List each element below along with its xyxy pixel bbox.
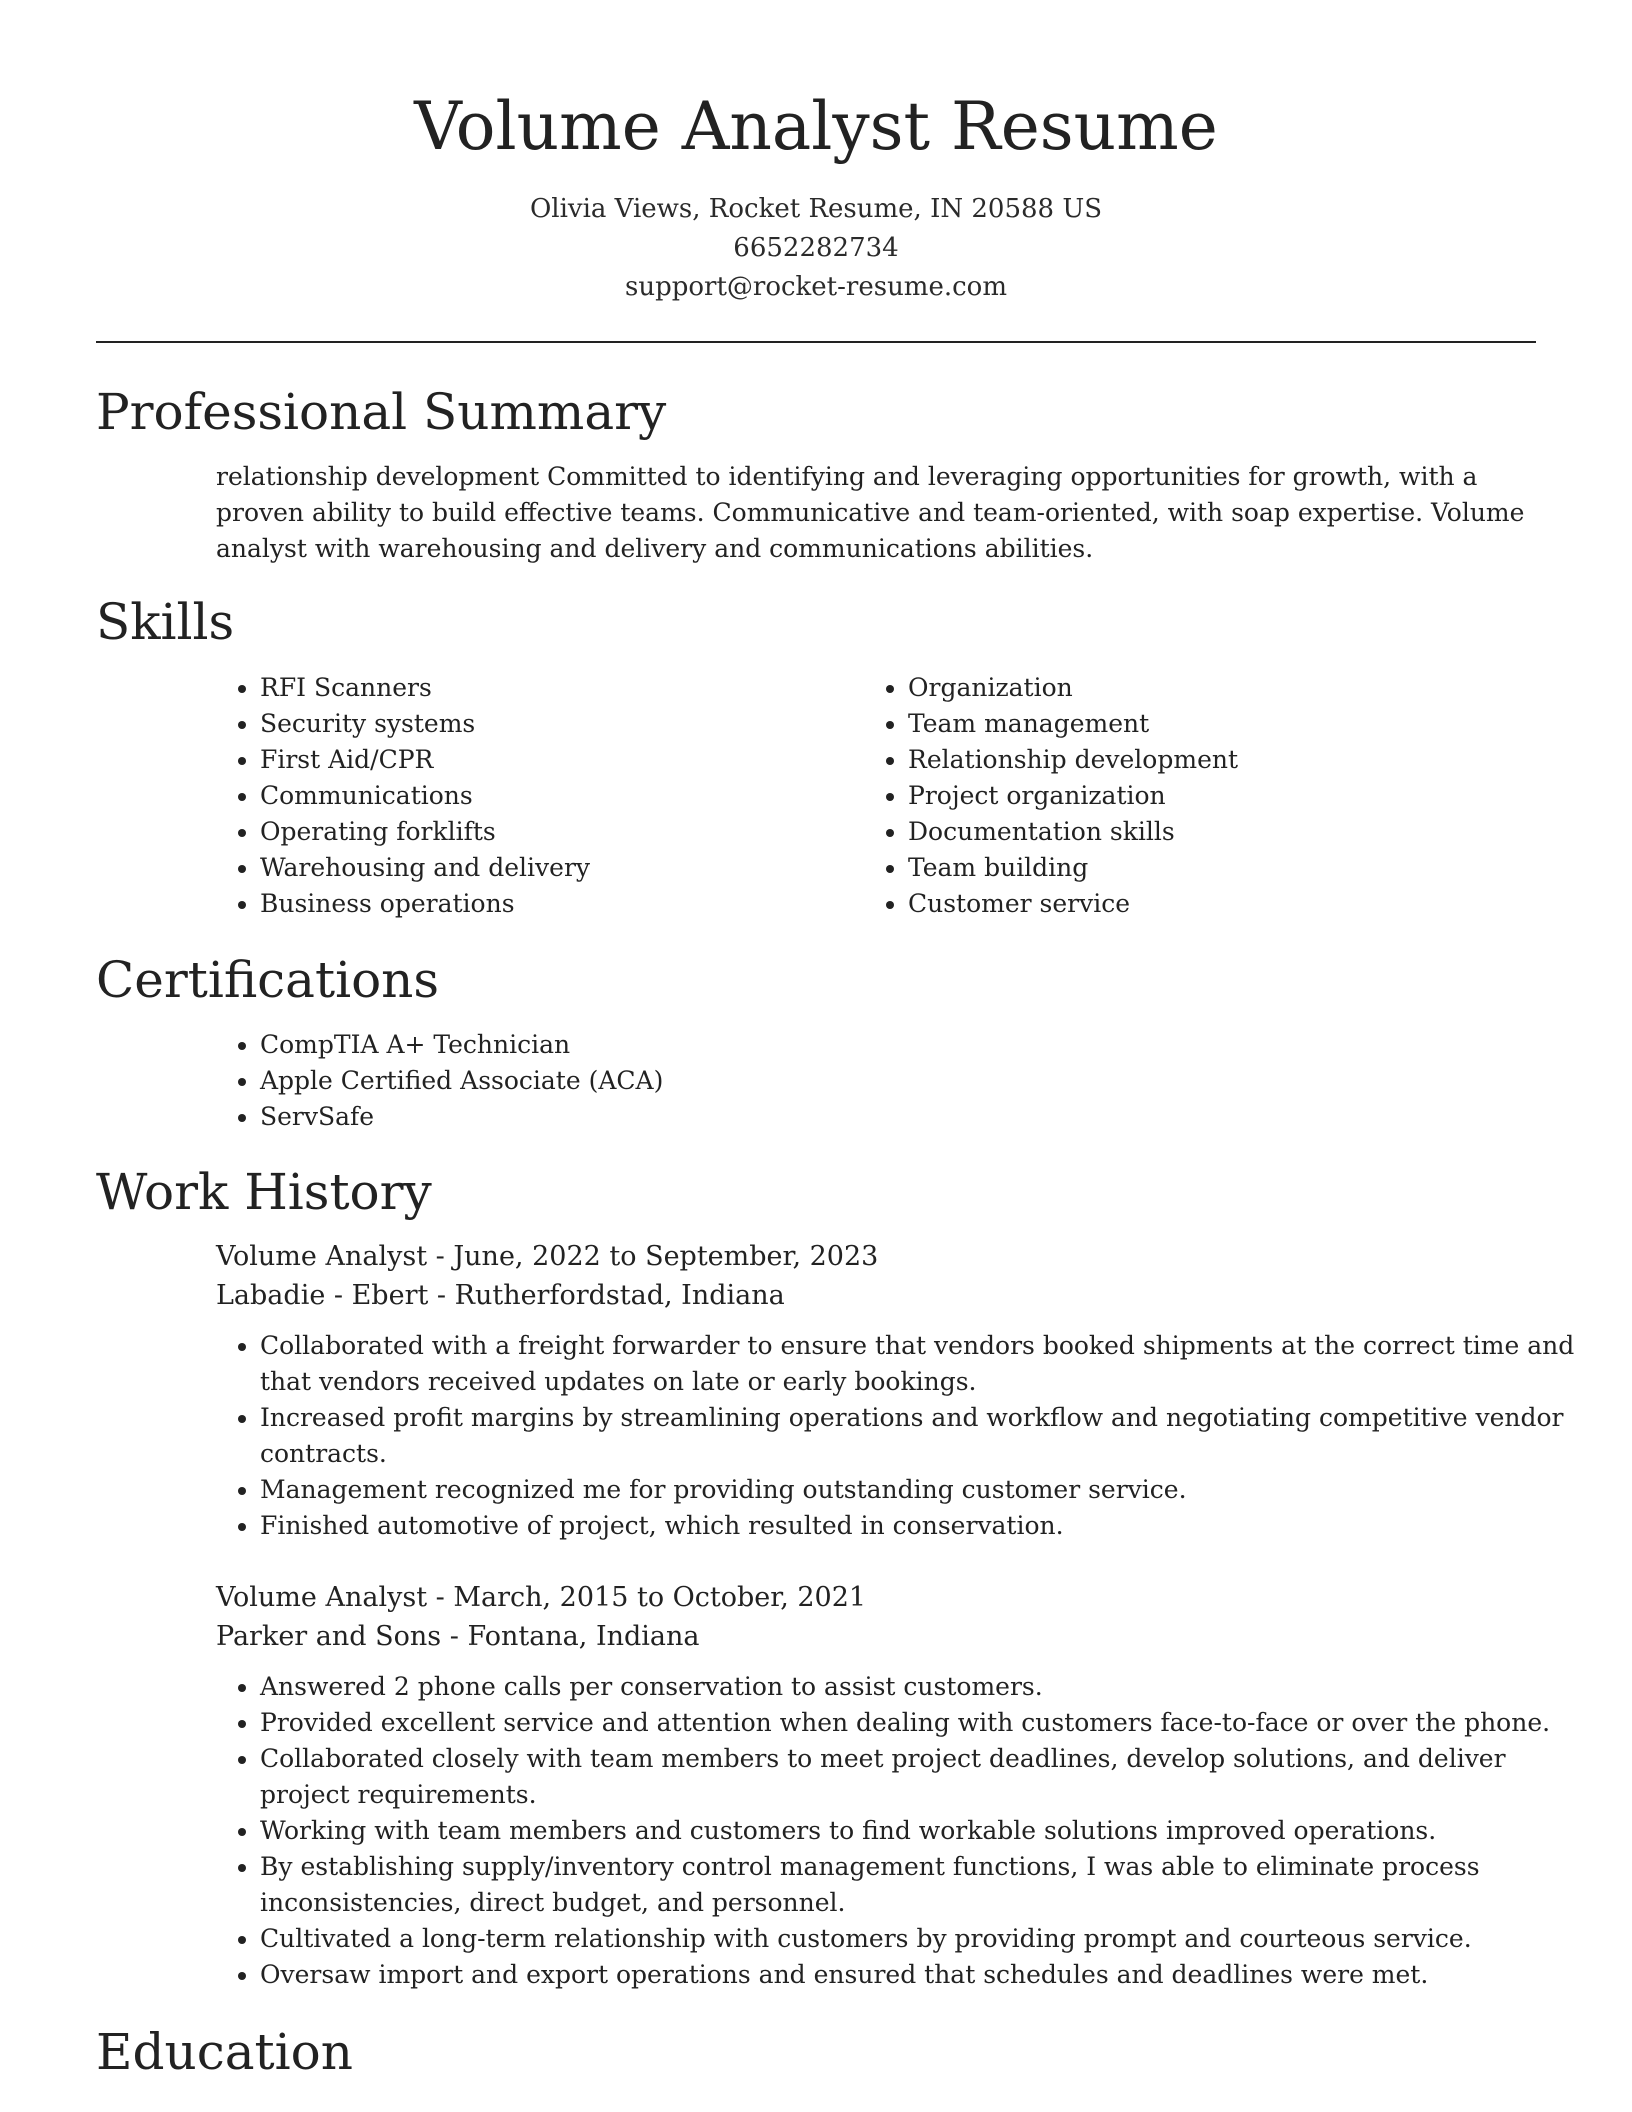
skill-item: • Customer service bbox=[908, 886, 1468, 922]
skill-item: • Organization bbox=[908, 670, 1468, 706]
section-heading-certifications: Certifications bbox=[96, 951, 440, 1009]
section-heading-summary: Professional Summary bbox=[96, 383, 667, 441]
skill-item: • Operating forklifts bbox=[260, 814, 820, 850]
job-dates: March, 2015 to October, 2021 bbox=[453, 1582, 867, 1613]
job-header bbox=[216, 1237, 1536, 1315]
job-title: Volume Analyst bbox=[216, 1582, 428, 1613]
job-header bbox=[216, 1578, 1536, 1656]
certification-item: • Apple Certified Associate (ACA) bbox=[260, 1063, 1580, 1099]
job-bullet: • Provided excellent service and attention when dealing with customers face-to-face or over the phone. bbox=[260, 1705, 1580, 1741]
job-company-separator: - bbox=[441, 1621, 468, 1652]
job-company-line bbox=[216, 1276, 1536, 1315]
job-title-separator: - bbox=[427, 1582, 454, 1613]
job-bullet: • Answered 2 phone calls per conservation to assist customers. bbox=[260, 1669, 1580, 1705]
job-company: Parker and Sons bbox=[216, 1621, 442, 1652]
contact-info bbox=[0, 190, 1632, 307]
resume-title: Volume Analyst Resume bbox=[414, 88, 1218, 165]
job-title-line bbox=[216, 1578, 1536, 1617]
job-bullet: • Management recognized me for providing outstanding customer service. bbox=[260, 1472, 1580, 1508]
job-bullet: • By establishing supply/inventory control management functions, I was able to eliminate process inconsistencies, direct budget, and personnel. bbox=[260, 1849, 1580, 1921]
job-bullet: • Increased profit margins by streamlining operations and workflow and negotiating competitive vendor contracts. bbox=[260, 1400, 1580, 1472]
skills-list-left bbox=[216, 670, 820, 922]
skill-item: • Relationship development bbox=[908, 742, 1468, 778]
job-bullets bbox=[216, 1328, 1580, 1544]
skill-item: • Communications bbox=[260, 778, 820, 814]
job-title-separator: - bbox=[427, 1241, 454, 1272]
job-bullets bbox=[216, 1669, 1580, 1993]
contact-email[interactable]: support@rocket-resume.com bbox=[624, 272, 1007, 302]
job-title: Volume Analyst bbox=[216, 1241, 428, 1272]
contact-address: Olivia Views, Rocket Resume, IN 20588 US bbox=[529, 194, 1103, 224]
skills-list-right bbox=[864, 670, 1468, 922]
job-bullet: • Oversaw import and export operations and ensured that schedules and deadlines were met. bbox=[260, 1957, 1580, 1993]
certifications-list bbox=[216, 1027, 1580, 1135]
skill-item: • First Aid/CPR bbox=[260, 742, 820, 778]
job-title-line bbox=[216, 1237, 1536, 1276]
contact-phone: 6652282734 bbox=[733, 233, 899, 263]
job-company-line bbox=[216, 1617, 1536, 1656]
certification-item: • CompTIA A+ Technician bbox=[260, 1027, 1580, 1063]
job-bullet: • Collaborated with a freight forwarder to ensure that vendors booked shipments at the correct time and that vendors received updates on late or early bookings. bbox=[260, 1328, 1580, 1400]
section-heading-skills: Skills bbox=[96, 593, 235, 651]
skill-item: • Business operations bbox=[260, 886, 820, 922]
section-heading-education: Education bbox=[96, 2023, 353, 2081]
job-location: Rutherfordstad, Indiana bbox=[454, 1280, 785, 1311]
certification-item: • ServSafe bbox=[260, 1099, 1580, 1135]
header-divider bbox=[96, 341, 1536, 343]
job-bullet: • Collaborated closely with team members to meet project deadlines, develop solutions, and deliver project requirements. bbox=[260, 1741, 1580, 1813]
skill-item: • Team building bbox=[908, 850, 1468, 886]
job-dates: June, 2022 to September, 2023 bbox=[453, 1241, 879, 1272]
skill-item: • Warehousing and delivery bbox=[260, 850, 820, 886]
skill-item: • RFI Scanners bbox=[260, 670, 820, 706]
skill-item: • Team management bbox=[908, 706, 1468, 742]
job-bullet: • Cultivated a long-term relationship with customers by providing prompt and courteous service. bbox=[260, 1921, 1580, 1957]
section-heading-work-history: Work History bbox=[96, 1163, 432, 1221]
job-location: Fontana, Indiana bbox=[467, 1621, 700, 1652]
skill-item: • Project organization bbox=[908, 778, 1468, 814]
job-company: Labadie - Ebert bbox=[216, 1280, 429, 1311]
skill-item: • Security systems bbox=[260, 706, 820, 742]
job-bullet: • Finished automotive of project, which resulted in conservation. bbox=[260, 1508, 1580, 1544]
job-company-separator: - bbox=[428, 1280, 455, 1311]
skill-item: • Documentation skills bbox=[908, 814, 1468, 850]
job-bullet: • Working with team members and customers to find workable solutions improved operations. bbox=[260, 1813, 1580, 1849]
summary-text: relationship development Committed to identifying and leveraging opportunities for growth, with a proven ability to build effective teams. Communicative and team-oriented, with soap expertise. Volume analyst with warehousing and delivery and communications abilities. bbox=[216, 462, 1525, 563]
